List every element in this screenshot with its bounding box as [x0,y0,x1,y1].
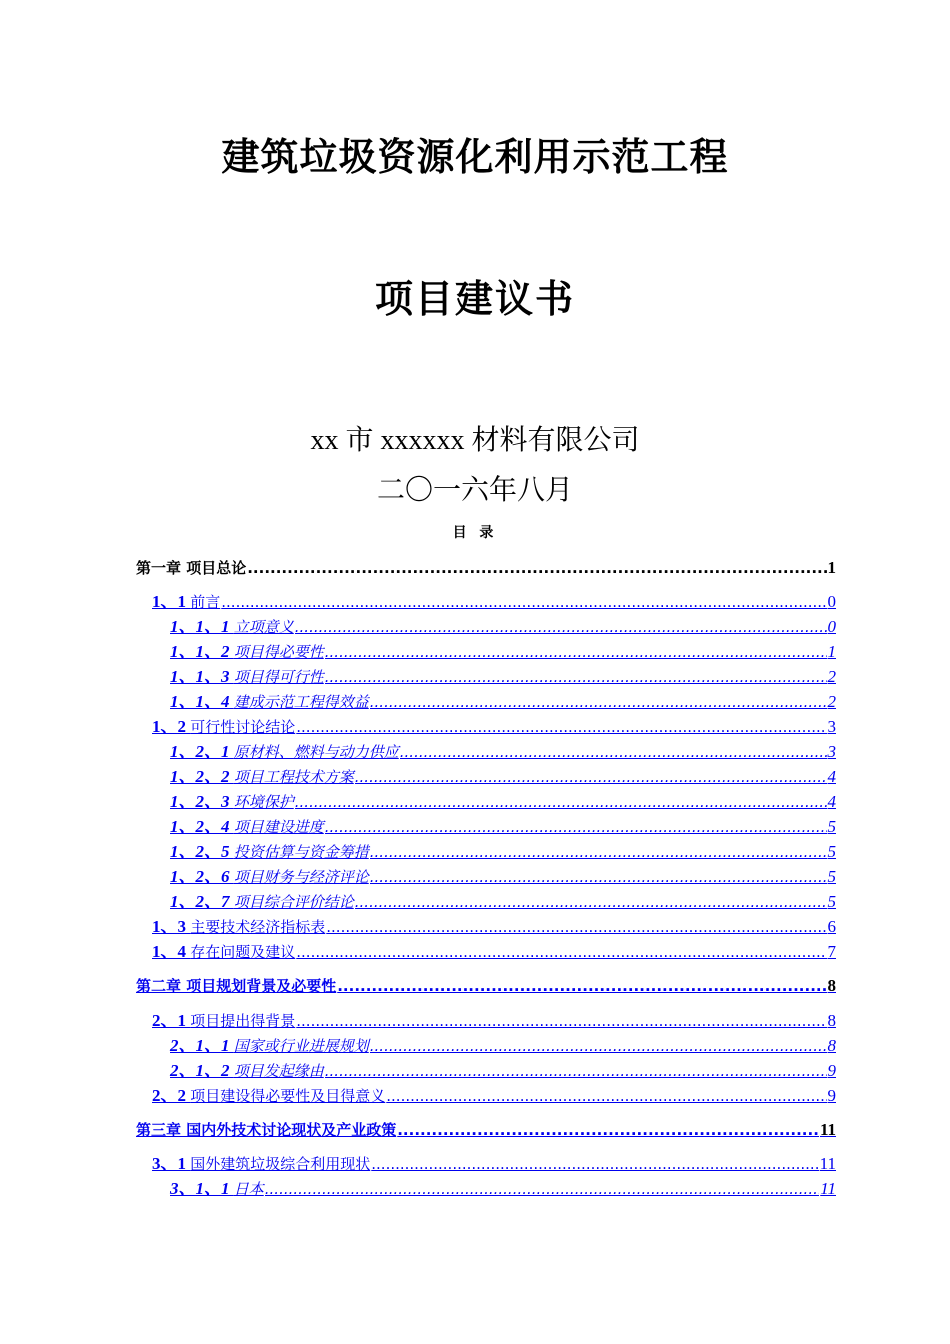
toc-entry-number: 1、2、5 [170,842,234,861]
toc-entry-subsection[interactable] [170,791,836,813]
toc-entry-number: 2、2 [152,1086,191,1105]
toc-entry-label [170,841,369,863]
toc-dot-leader [295,616,827,638]
toc-entry-title: 存在问题及建议 [190,943,296,961]
toc-entry-title: 第一章 项目总论 [136,559,247,577]
toc-entry-title: 项目得可行性 [233,668,324,686]
toc-page-number: 0 [827,592,836,611]
toc-entry-title: 可行性讨论结论 [190,718,296,736]
toc-page-number: 5 [827,817,836,836]
toc-entry-number: 2、1、2 [170,1061,234,1080]
toc-entry-label [170,1060,324,1082]
toc-entry-label [170,666,324,688]
toc-entry-subsection[interactable] [170,1178,836,1200]
toc-entry-label [136,557,246,579]
toc-entry-label [170,741,399,763]
toc-entry-section[interactable] [152,1085,836,1107]
toc-entry-title: 立项意义 [233,618,294,636]
toc-entry-number: 1、3 [152,917,191,936]
toc-entry-chapter[interactable] [136,1119,836,1141]
toc-page-number: 3 [827,742,836,761]
toc-dot-leader [337,975,826,997]
toc-entry-number: 1、2、7 [170,892,234,911]
toc-entry-label [170,691,369,713]
toc-entry-title: 项目发起缘由 [233,1062,324,1080]
toc-entry-number: 2、1、1 [170,1036,234,1055]
toc-dot-leader [247,557,826,579]
toc-dot-leader [296,716,826,738]
toc-entry-label [152,1153,370,1175]
toc-entry-label [152,591,220,613]
toc-entry-subsection[interactable] [170,866,836,888]
toc-page-number: 5 [827,892,836,911]
toc-page-number: 7 [827,942,836,961]
toc-entry-title: 项目建设进度 [233,818,324,836]
toc-dot-leader [326,916,826,938]
toc-entry-label [170,791,294,813]
document-date: 二〇一六年八月 [376,475,573,506]
toc-page-number: 11 [819,1120,836,1139]
toc-page-number: 8 [827,1036,836,1055]
toc-dot-leader [370,691,827,713]
toc-dot-leader [325,666,827,688]
toc-entry-label [152,1085,385,1107]
toc-entry-section[interactable] [152,716,836,738]
document-title: 建筑垃圾资源化利用示范工程 [221,135,729,179]
toc-page-number: 4 [827,792,836,811]
toc-entry-label [170,766,354,788]
toc-entry-label [170,1178,264,1200]
toc-dot-leader [325,1060,827,1082]
toc-dot-leader [325,641,827,663]
toc-page-number: 3 [827,717,836,736]
toc-entry-subsection[interactable] [170,666,836,688]
toc-dot-leader [370,866,827,888]
toc-entry-subsection[interactable] [170,616,836,638]
toc-entry-label [136,975,336,997]
toc-page-number: 4 [827,767,836,786]
company-name: xx 市 xxxxxx 材料有限公司 [310,425,640,456]
toc-dot-leader [397,1119,819,1141]
toc-entry-title: 前言 [190,593,221,611]
toc-entry-section[interactable] [152,591,836,613]
toc-entry-number: 1、2、3 [170,792,234,811]
document-subtitle: 项目建议书 [374,277,575,321]
toc-page-number: 8 [827,976,836,995]
toc-entry-number: 2、1 [152,1011,191,1030]
toc-entry-chapter[interactable] [136,975,836,997]
toc-entry-title: 环境保护 [233,793,294,811]
toc-entry-subsection[interactable] [170,766,836,788]
toc-entry-number: 1、2、1 [170,742,234,761]
toc-entry-title: 主要技术经济指标表 [190,918,326,936]
toc-entry-chapter[interactable] [136,557,836,579]
toc-page-number: 8 [827,1011,836,1030]
toc-dot-leader [296,941,826,963]
toc-entry-title: 国外建筑垃圾综合利用现状 [190,1155,371,1173]
toc-entry-subsection[interactable] [170,816,836,838]
toc-entry-number: 1、1 [152,592,191,611]
toc-page-number: 2 [827,692,836,711]
toc-entry-section[interactable] [152,916,836,938]
toc-entry-subsection[interactable] [170,641,836,663]
toc-entry-subsection[interactable] [170,1060,836,1082]
toc-page-number: 0 [827,617,836,636]
toc-entry-label [170,641,324,663]
toc-entry-title: 项目工程技术方案 [233,768,354,786]
toc-page-number: 11 [819,1154,836,1173]
toc-entry-number: 3、1 [152,1154,191,1173]
toc-entry-subsection[interactable] [170,691,836,713]
toc-entry-title: 投资估算与资金筹措 [233,843,369,861]
toc-entry-title: 第三章 国内外技术讨论现状及产业政策 [136,1121,397,1139]
toc-dot-leader [370,1035,827,1057]
toc-dot-leader [370,841,827,863]
toc-entry-label [152,916,325,938]
toc-entry-number: 1、2 [152,717,191,736]
toc-dot-leader [386,1085,826,1107]
toc-page-number: 9 [827,1086,836,1105]
toc-page-number: 1 [827,558,836,577]
toc-entry-label [170,1035,369,1057]
toc-entry-title: 建成示范工程得效益 [233,693,369,711]
toc-dot-leader [355,891,827,913]
toc-entry-number: 1、1、1 [170,617,234,636]
toc-page-number: 6 [827,917,836,936]
toc-dot-leader [295,791,827,813]
toc-entry-section[interactable] [152,1153,836,1175]
toc-dot-leader [355,766,827,788]
toc-entry-title: 项目综合评价结论 [233,893,354,911]
toc-dot-leader [221,591,826,613]
toc-entry-subsection[interactable] [170,841,836,863]
toc-dot-leader [400,741,827,763]
toc-dot-leader [265,1178,819,1200]
toc-page-number: 9 [827,1061,836,1080]
toc-entry-section[interactable] [152,1010,836,1032]
toc-entry-label [152,716,295,738]
toc-entry-number: 1、4 [152,942,191,961]
toc-entry-number: 1、1、4 [170,692,234,711]
toc-page-number: 1 [827,642,836,661]
toc-page-number: 11 [820,1179,836,1198]
toc-entry-title: 项目得必要性 [233,643,324,661]
toc-entry-number: 1、2、2 [170,767,234,786]
toc-dot-leader [325,816,827,838]
toc-entry-subsection[interactable] [170,1035,836,1057]
toc-entry-title: 项目提出得背景 [190,1012,296,1030]
toc-page-number: 5 [827,842,836,861]
toc-page-number: 2 [827,667,836,686]
toc-entry-number: 3、1、1 [170,1179,234,1198]
toc-entry-subsection[interactable] [170,891,836,913]
toc-entry-subsection[interactable] [170,741,836,763]
toc-entry-number: 1、2、4 [170,817,234,836]
toc-dot-leader [371,1153,818,1175]
toc-dot-leader [296,1010,826,1032]
toc-entry-number: 1、1、2 [170,642,234,661]
toc-entry-label [136,1119,396,1141]
toc-entry-label [152,941,295,963]
toc-entry-title: 国家或行业进展规划 [233,1037,369,1055]
toc-entry-title: 日本 [233,1180,264,1198]
toc-entry-section[interactable] [152,941,836,963]
toc-entry-title: 项目财务与经济评论 [233,868,369,886]
toc-entry-title: 项目建设得必要性及目得意义 [190,1087,386,1105]
toc-entry-label [170,616,294,638]
toc-entry-title: 第二章 项目规划背景及必要性 [136,977,337,995]
toc-entry-title: 原材料、燃料与动力供应 [233,743,399,761]
toc-entry-label [170,891,354,913]
toc-heading: 目 录 [452,525,498,541]
toc-entry-number: 1、2、6 [170,867,234,886]
toc-entry-label [152,1010,295,1032]
toc-entry-label [170,866,369,888]
toc-entry-number: 1、1、3 [170,667,234,686]
toc-entry-label [170,816,324,838]
toc-page-number: 5 [827,867,836,886]
